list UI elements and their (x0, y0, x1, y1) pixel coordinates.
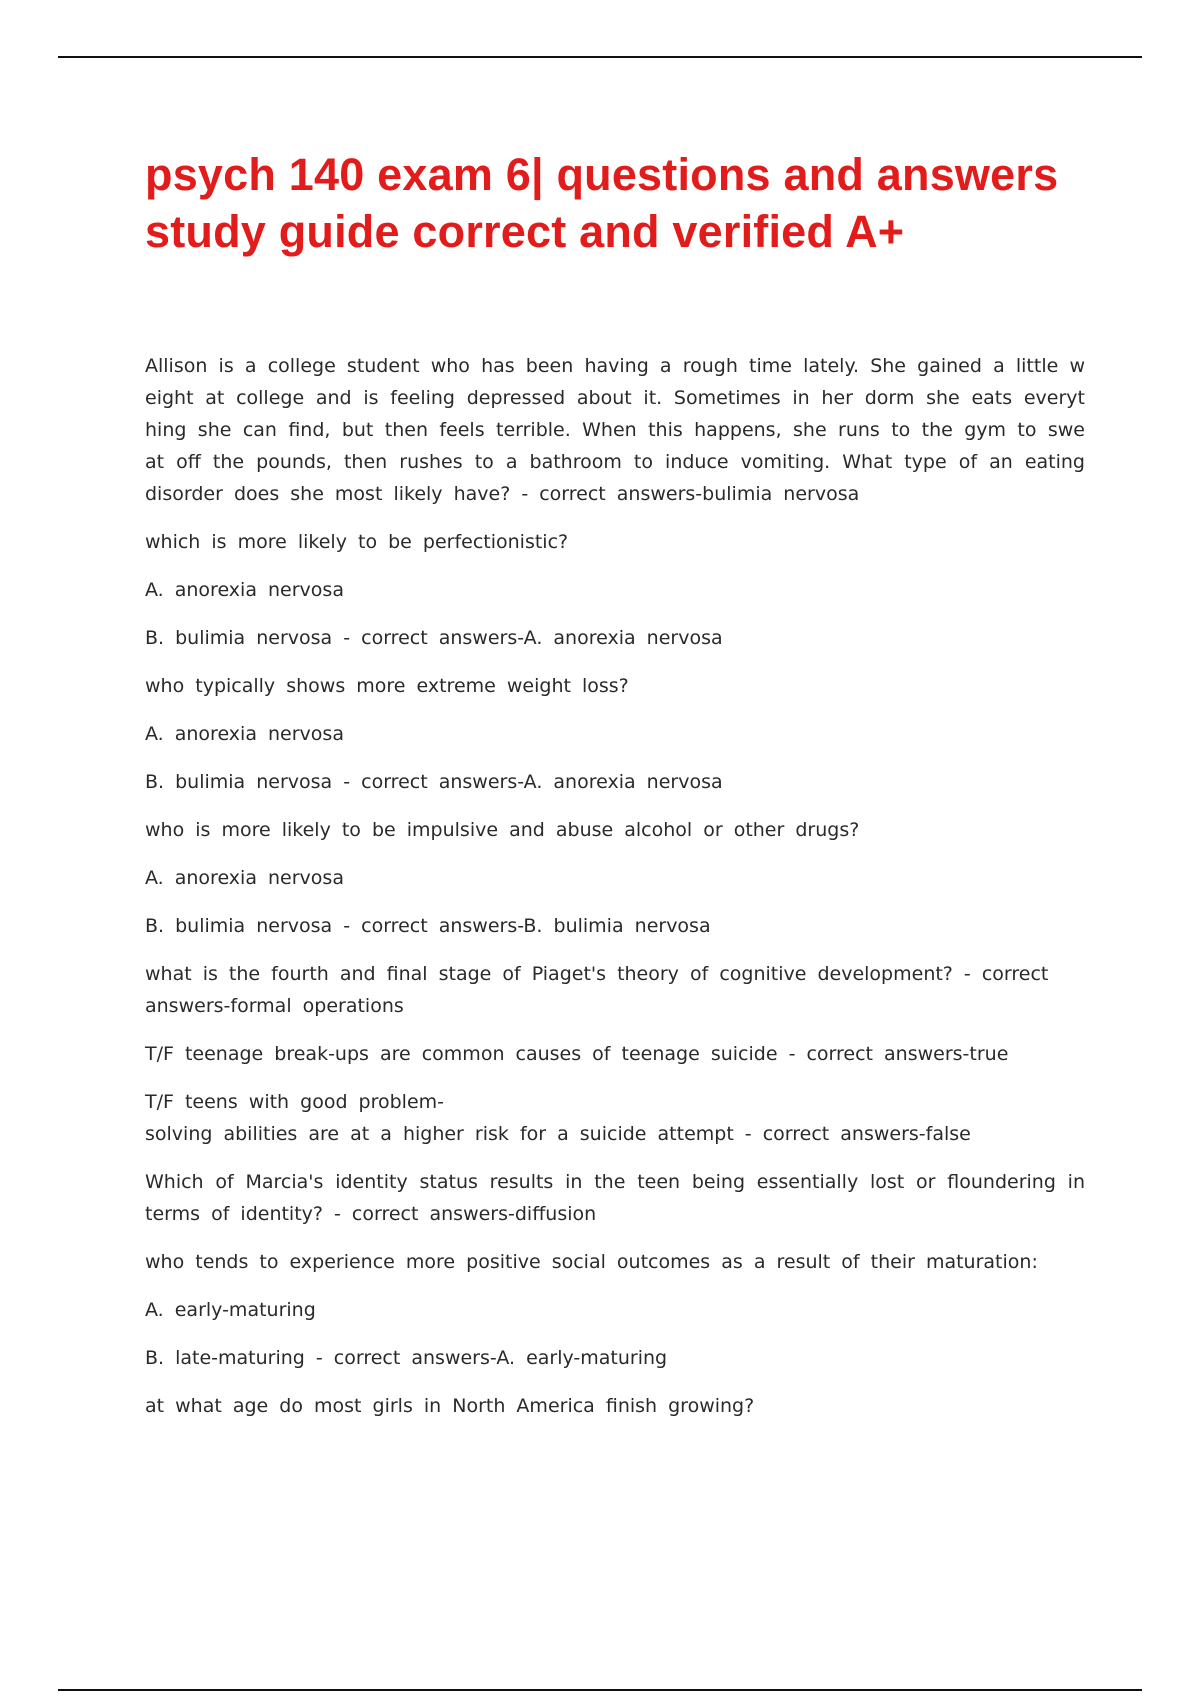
answer-option: A. anorexia nervosa (145, 867, 344, 889)
answer-option: B. bulimia nervosa - correct answers-B. bulimia nervosa (145, 915, 711, 937)
answer-option: B. late-maturing - correct answers-A. early-maturing (145, 1347, 668, 1369)
question-paragraph (145, 1086, 1085, 1150)
question-line: solving abilities are at a higher risk for a suicide attempt - correct answers-false (145, 1123, 971, 1145)
question-paragraph: who is more likely to be impulsive and abuse alcohol or other drugs? (145, 819, 860, 841)
top-rule (58, 56, 1142, 58)
question-line: T/F teens with good problem- (145, 1091, 445, 1113)
question-paragraph: at what age do most girls in North America finish growing? (145, 1395, 755, 1417)
question-paragraph: Which of Marcia's identity status results in the teen being essentially lost or floundering in terms of identity? - correct answers-diffusion (145, 1171, 1085, 1225)
question-paragraph: T/F teenage break-ups are common causes of teenage suicide - correct answers-true (145, 1043, 1009, 1065)
answer-option: B. bulimia nervosa - correct answers-A. anorexia nervosa (145, 627, 723, 649)
question-paragraph: what is the fourth and final stage of Piaget's theory of cognitive development? - correct answers-formal operations (145, 963, 1049, 1017)
question-paragraph: which is more likely to be perfectionistic? (145, 531, 569, 553)
answer-option: B. bulimia nervosa - correct answers-A. anorexia nervosa (145, 771, 723, 793)
answer-option: A. early-maturing (145, 1299, 316, 1321)
answer-option: A. anorexia nervosa (145, 579, 344, 601)
document-body (145, 350, 1085, 1438)
question-paragraph: who typically shows more extreme weight loss? (145, 675, 629, 697)
question-paragraph: who tends to experience more positive social outcomes as a result of their maturation: (145, 1251, 1038, 1273)
answer-option: A. anorexia nervosa (145, 723, 344, 745)
document-title: psych 140 exam 6| questions and answers study guide correct and verified A+ (145, 149, 1059, 257)
bottom-rule (58, 1689, 1142, 1691)
question-paragraph: Allison is a college student who has been having a rough time lately. She gained a little weight at college and is feeling depressed about it. Sometimes in her dorm she eats everything she can find, but then feels terrible. When this happens, she runs to the gym to sweat off the pounds, then rushes to a bathroom to induce vomiting. What type of an eating disorder does she most likely have? - correct answers-bulimia nervosa (145, 355, 1085, 505)
